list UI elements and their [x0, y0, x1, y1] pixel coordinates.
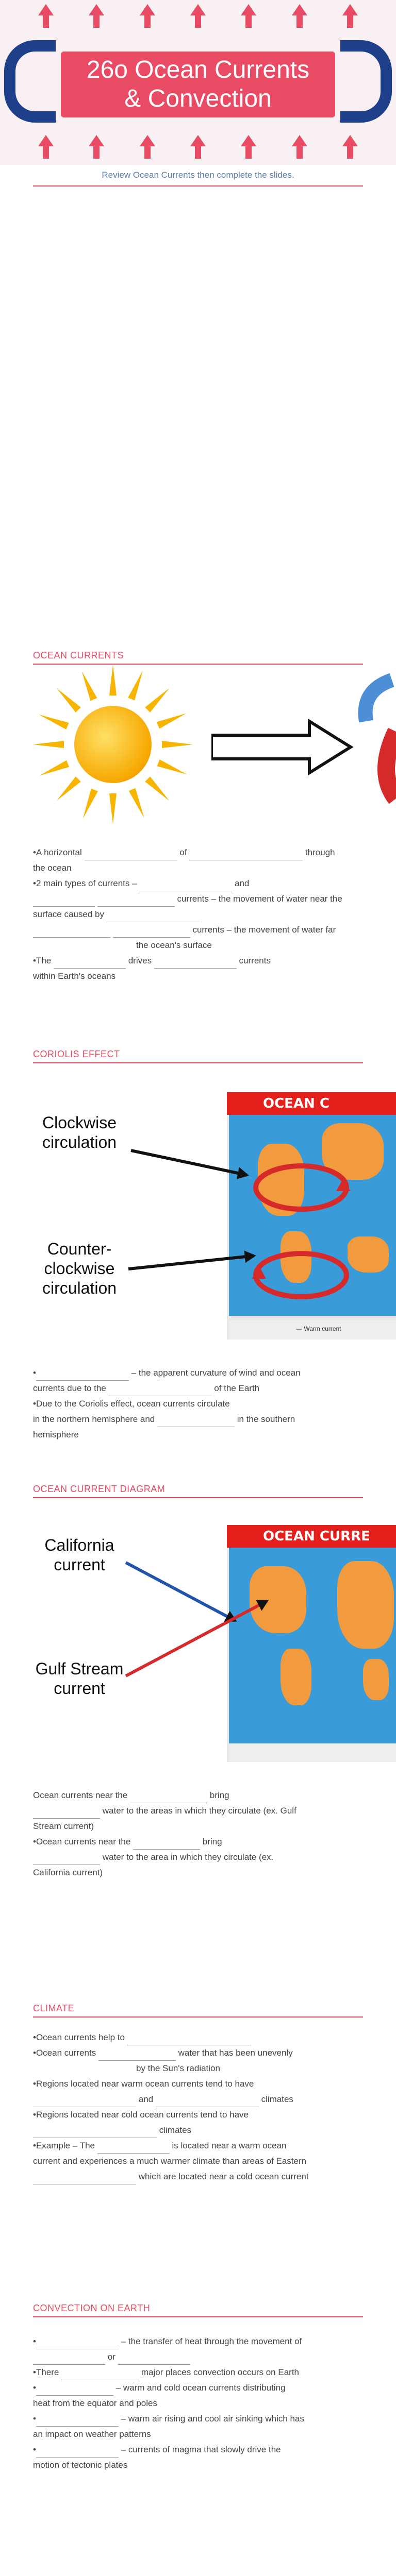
note-text: •: [33, 2414, 36, 2424]
circular-current-arrows: [356, 670, 396, 804]
ocean-currents-notes: [33, 845, 363, 984]
section-heading-convection: CONVECTION ON EARTH: [33, 2303, 151, 2313]
note-text: •Regions located near warm ocean currents tend to have: [33, 2079, 254, 2089]
note-text: currents due to the: [33, 1383, 106, 1393]
note-text: currents – the movement of water far: [192, 925, 336, 935]
convection-notes: [33, 2334, 363, 2473]
note-text: •: [33, 2336, 36, 2346]
up-arrow-icon: [189, 4, 207, 28]
note-text: and: [235, 878, 250, 888]
up-arrow-icon: [139, 135, 156, 159]
note-text: currents: [239, 956, 271, 965]
note-text: the ocean: [33, 863, 72, 873]
note-text: •The: [33, 956, 52, 965]
up-arrow-icon: [37, 4, 55, 28]
up-arrow-icon: [291, 135, 308, 159]
note-text: •2 main types of currents –: [33, 878, 137, 888]
fill-blank[interactable]: [36, 1370, 129, 1381]
note-text: •Example – The: [33, 2141, 95, 2150]
map-banner: OCEAN C: [227, 1092, 396, 1115]
fill-blank[interactable]: [97, 896, 175, 907]
fill-blank[interactable]: [36, 2385, 113, 2396]
note-text: – warm air rising and cool air sinking which has: [121, 2414, 304, 2424]
note-text: of the Earth: [214, 1383, 260, 1393]
note-text: hemisphere: [33, 1430, 79, 1439]
fill-blank[interactable]: [33, 2128, 157, 2138]
label-counter-clockwise: Counter-clockwise circulation: [42, 1240, 117, 1297]
clockwise-gyre: [250, 1159, 353, 1216]
note-text: current and experiences a much warmer climate than areas of Eastern: [33, 2156, 307, 2166]
note-text: and: [138, 2094, 154, 2104]
note-text: bring: [209, 1790, 229, 1800]
note-text: is located near a warm ocean: [172, 2141, 287, 2150]
fill-blank[interactable]: [36, 2416, 119, 2427]
map-legend: — Warm current: [229, 1320, 396, 1340]
note-text: in the northern hemisphere and: [33, 1414, 155, 1424]
note-text: in the southern: [237, 1414, 295, 1424]
page-title: [61, 52, 335, 117]
counter-clockwise-gyre: [250, 1247, 353, 1303]
pointer-arrow: [125, 1561, 236, 1622]
up-arrow-icon: [240, 4, 257, 28]
up-arrow-icon: [88, 135, 105, 159]
up-arrow-icon: [291, 4, 308, 28]
note-text: •Regions located near cold ocean currents tend to have: [33, 2110, 249, 2120]
note-text: major places convection occurs on Earth: [141, 2367, 299, 2377]
note-text: water to the areas in which they circulate (ex. Gulf: [102, 1806, 296, 1816]
fill-blank[interactable]: [85, 850, 177, 860]
fill-blank[interactable]: [61, 2370, 139, 2380]
note-text: California current): [33, 1868, 103, 1877]
note-text: •: [33, 2383, 36, 2393]
convection-loop-right: [340, 40, 392, 123]
up-arrow-icon: [189, 135, 207, 159]
divider: [33, 185, 363, 187]
fill-blank[interactable]: [33, 2174, 136, 2184]
note-text: •Ocean currents near the: [33, 1837, 131, 1846]
note-text: – the apparent curvature of wind and ocean: [131, 1368, 301, 1378]
map-banner: OCEAN CURRE: [227, 1525, 396, 1548]
note-text: an impact on weather patterns: [33, 2429, 151, 2439]
divider: [33, 1497, 363, 1498]
note-text: through: [305, 848, 335, 857]
coriolis-notes: [33, 1365, 363, 1443]
fill-blank[interactable]: [33, 2354, 105, 2365]
map-legend: [229, 1743, 396, 1762]
note-text: climates: [261, 2094, 293, 2104]
note-text: within Earth's oceans: [33, 971, 116, 981]
section-heading-coriolis: CORIOLIS EFFECT: [33, 1049, 120, 1059]
note-text: •Due to the Coriolis effect, ocean currents circulate: [33, 1399, 230, 1409]
fill-blank[interactable]: [36, 2447, 119, 2458]
continent: [280, 1649, 311, 1705]
fill-blank[interactable]: [33, 896, 95, 907]
divider: [33, 2316, 363, 2317]
fill-blank[interactable]: [133, 1839, 200, 1850]
convection-loop-left: [4, 40, 56, 123]
note-text: water to the area in which they circulate (ex.: [102, 1852, 274, 1862]
fill-blank[interactable]: [127, 2035, 251, 2045]
fill-blank[interactable]: [33, 2097, 136, 2107]
section-heading-ocean-currents: OCEAN CURRENTS: [33, 650, 124, 660]
note-text: surface caused by: [33, 909, 104, 919]
fill-blank[interactable]: [33, 927, 110, 938]
up-arrow-icon: [88, 4, 105, 28]
note-text: – warm and cold ocean currents distributing: [116, 2383, 286, 2393]
note-text: •: [33, 2445, 36, 2454]
note-text: – the transfer of heat through the movement of: [121, 2336, 302, 2346]
note-text: •Ocean currents: [33, 2048, 96, 2058]
note-text: bring: [202, 1837, 222, 1846]
note-text: of: [179, 848, 187, 857]
top-arrow-row: [0, 4, 396, 28]
continent: [348, 1236, 389, 1273]
fill-blank[interactable]: [109, 1386, 212, 1396]
title-line-2: & Convection: [124, 85, 272, 112]
ocean-current-diagram: [33, 1525, 396, 1762]
up-arrow-icon: [139, 4, 156, 28]
note-text: the ocean's surface: [136, 940, 212, 950]
note-text: •: [33, 1368, 36, 1378]
note-text: – currents of magma that slowly drive the: [121, 2445, 281, 2454]
note-text: heat from the equator and poles: [33, 2398, 157, 2408]
bottom-arrow-row: [0, 135, 396, 159]
note-text: or: [107, 2352, 116, 2362]
note-text: •There: [33, 2367, 59, 2377]
note-text: Ocean currents near the: [33, 1790, 128, 1800]
fill-blank[interactable]: [157, 1417, 235, 1427]
sun-core: [74, 706, 152, 783]
right-arrow-icon: [211, 719, 361, 775]
note-text: which are located near a cold ocean current: [138, 2172, 309, 2181]
climate-notes: [33, 2030, 363, 2184]
fill-blank[interactable]: [130, 1793, 207, 1803]
fill-blank[interactable]: [139, 881, 232, 891]
fill-blank[interactable]: [156, 2097, 259, 2107]
divider: [33, 2016, 363, 2018]
note-text: drives: [128, 956, 152, 965]
fill-blank[interactable]: [154, 958, 237, 969]
up-arrow-icon: [341, 135, 359, 159]
fill-blank[interactable]: [36, 2339, 119, 2349]
note-text: climates: [159, 2125, 192, 2135]
note-text: •A horizontal: [33, 848, 82, 857]
fill-blank[interactable]: [33, 1808, 100, 1819]
divider: [33, 1062, 363, 1063]
fill-blank[interactable]: [54, 958, 126, 969]
sun-image: [33, 665, 193, 824]
continent: [337, 1561, 394, 1649]
up-arrow-icon: [37, 135, 55, 159]
note-text: •Ocean currents help to: [33, 2032, 125, 2042]
note-text: Stream current): [33, 1821, 94, 1831]
fill-blank[interactable]: [97, 2143, 170, 2154]
fill-blank[interactable]: [113, 927, 190, 938]
title-line-1: 26o Ocean Currents: [86, 56, 310, 83]
up-arrow-icon: [341, 4, 359, 28]
fill-blank[interactable]: [118, 2354, 190, 2365]
label-gulf-stream: Gulf Stream current: [35, 1659, 124, 1698]
label-california-current: California current: [44, 1536, 114, 1574]
note-text: by the Sun's radiation: [136, 2063, 220, 2073]
fill-blank[interactable]: [33, 1855, 100, 1865]
note-text: water that has been unevenly: [178, 2048, 293, 2058]
continent: [363, 1659, 389, 1700]
intro-instructions: Review Ocean Currents then complete the slides.: [102, 170, 294, 180]
section-heading-climate: CLIMATE: [33, 2003, 75, 2013]
note-text: currents – the movement of water near the: [177, 894, 342, 904]
fill-blank[interactable]: [189, 850, 303, 860]
worksheet-header: [0, 0, 396, 165]
label-clockwise: Clockwise circulation: [42, 1113, 117, 1151]
section-heading-diagram: OCEAN CURRENT DIAGRAM: [33, 1484, 166, 1494]
fill-blank[interactable]: [107, 912, 200, 922]
note-text: motion of tectonic plates: [33, 2460, 128, 2470]
diagram-notes: [33, 1788, 363, 1880]
fill-blank[interactable]: [98, 2050, 176, 2061]
up-arrow-icon: [240, 135, 257, 159]
coriolis-map: [33, 1092, 396, 1340]
